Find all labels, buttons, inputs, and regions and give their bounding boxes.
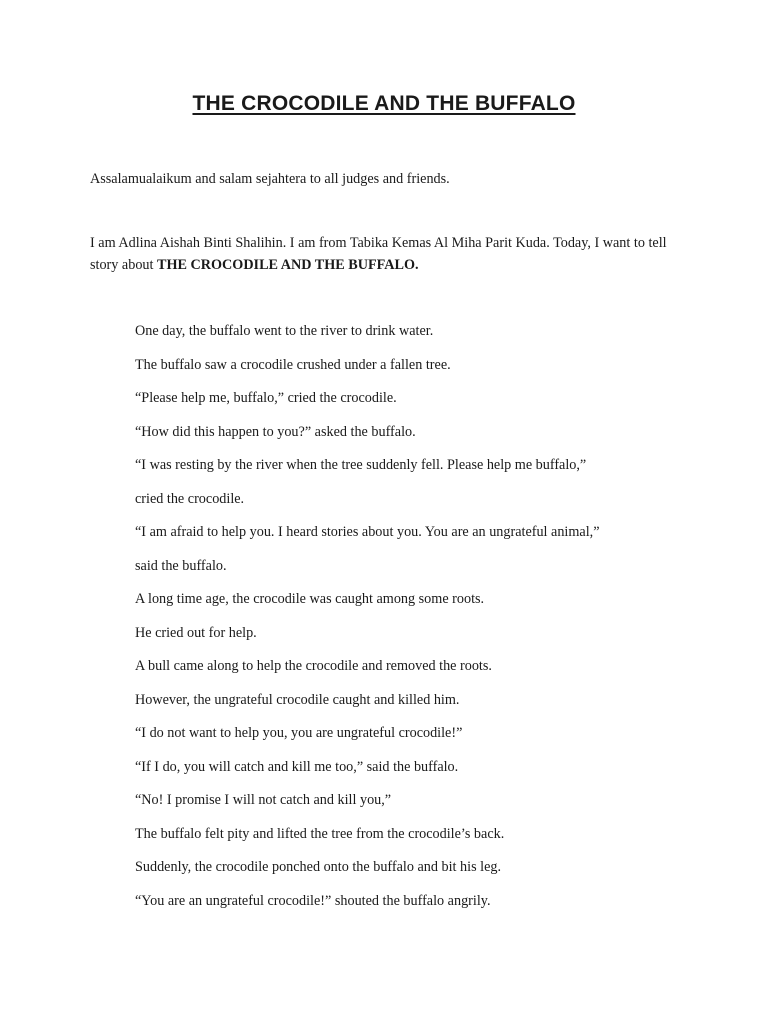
intro-text: I am Adlina Aishah Binti Shalihin. I am from Tabika Kemas Al Miha Parit Kuda. Today, I want to tell story about [90,235,667,273]
story-line: A long time age, the crocodile was caught among some roots. [135,591,485,607]
story-line: “You are an ungrateful crocodile!” shouted the buffalo angrily. [135,892,491,909]
story-line: The buffalo felt pity and lifted the tree from the crocodile’s back. [135,825,505,842]
story-line: “I was resting by the river when the tree suddenly fell. Please help me buffalo,” [135,457,587,473]
story-line: Suddenly, the crocodile ponched onto the buffalo and bit his leg. [135,859,502,875]
story-line: A bull came along to help the crocodile and removed the roots. [135,658,492,674]
story-line: said the buffalo. [135,557,227,574]
story-line: He cried out for help. [135,624,257,641]
greeting-paragraph: Assalamualaikum and salam sejahtera to all judges and friends. [90,171,450,187]
story-line: cried the crocodile. [135,490,245,507]
intro-story-title: THE CROCODILE AND THE BUFFALO. [157,257,419,273]
story-line: “No! I promise I will not catch and kill you,” [135,792,392,808]
story-line: “Please help me, buffalo,” cried the crocodile. [135,390,397,406]
page-title: THE CROCODILE AND THE BUFFALO [192,92,576,115]
story-line: “I am afraid to help you. I heard stories about you. You are an ungrateful animal,” [135,524,600,540]
story-lines [135,320,695,923]
story-line: One day, the buffalo went to the river to drink water. [135,323,434,339]
story-line: “How did this happen to you?” asked the buffalo. [135,423,416,440]
intro-paragraph [90,232,690,276]
story-line: However, the ungrateful crocodile caught and killed him. [135,691,460,708]
story-line: “I do not want to help you, you are ungrateful crocodile!” [135,725,463,741]
story-line: The buffalo saw a crocodile crushed under a fallen tree. [135,356,451,373]
story-line: “If I do, you will catch and kill me too,” said the buffalo. [135,758,459,775]
